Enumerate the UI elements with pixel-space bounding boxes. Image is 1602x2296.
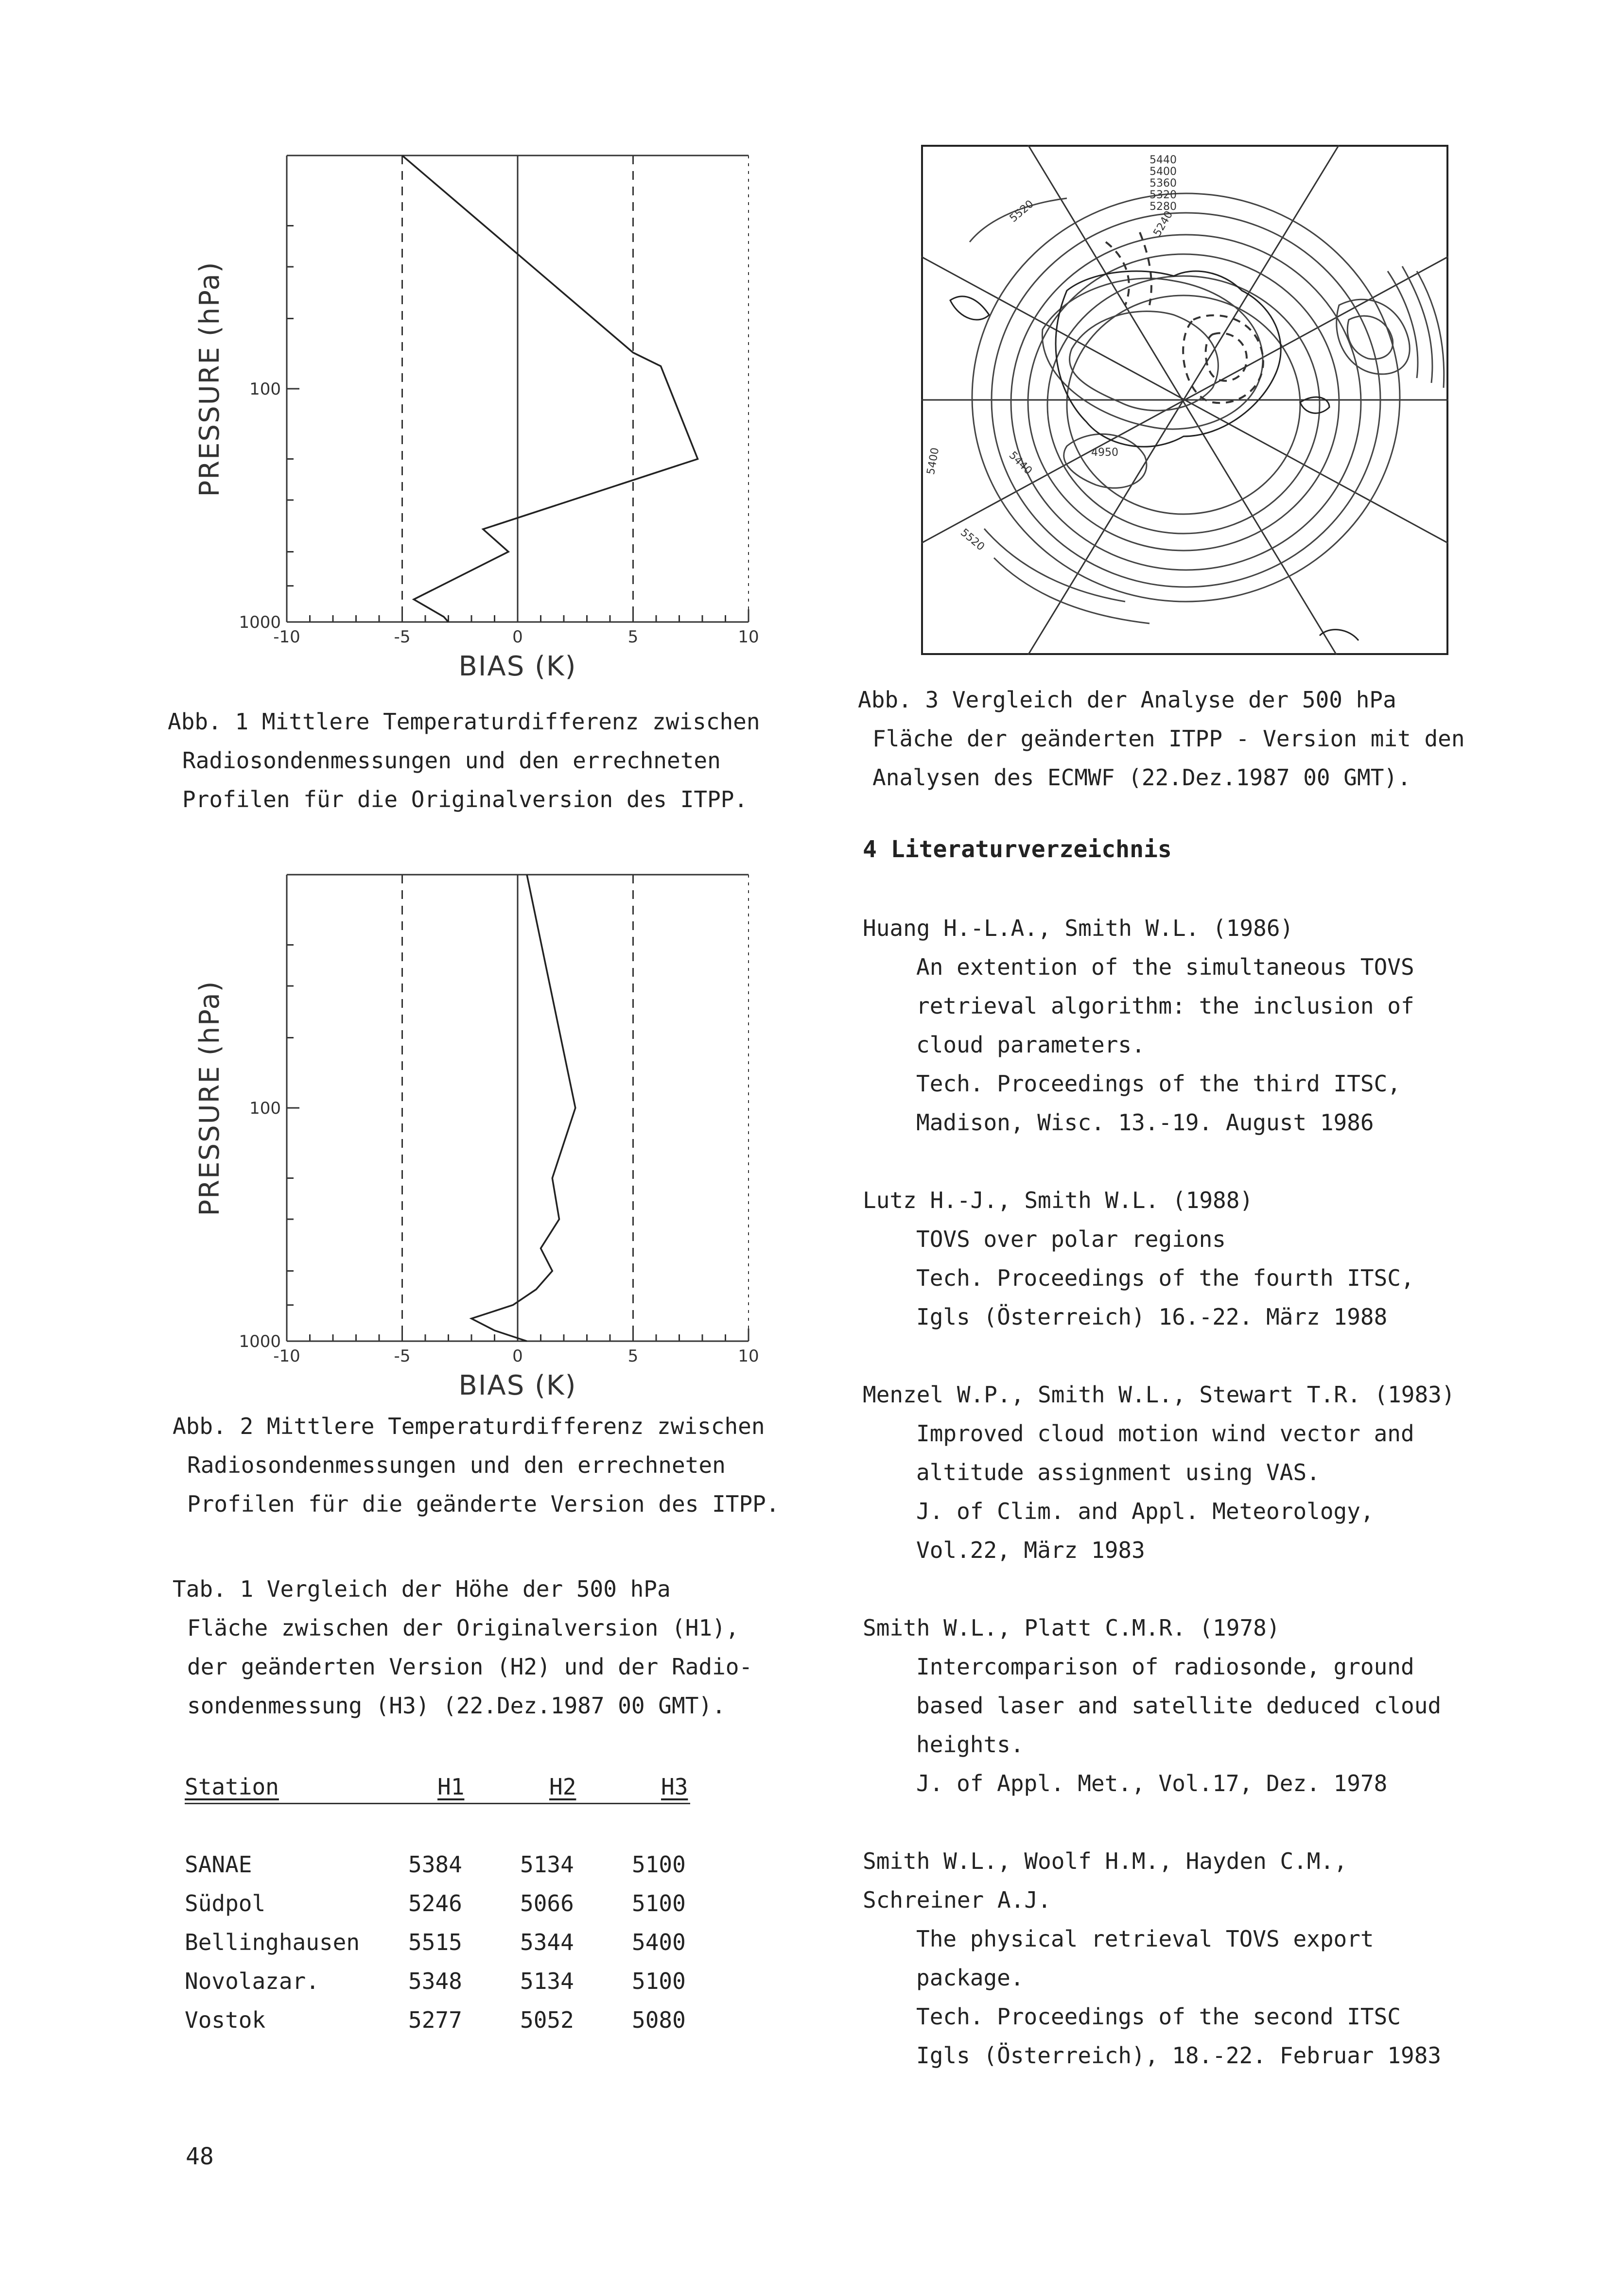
reference-line: Intercomparison of radiosonde, ground — [916, 1654, 1414, 1680]
height-cell: 5100 — [632, 1890, 686, 1916]
reference-author: Lutz H.-J., Smith W.L. (1988) — [863, 1187, 1254, 1213]
reference-item — [863, 1375, 1582, 1570]
height-cell: 5384 — [408, 1851, 462, 1878]
figure-3-caption-line-1: Abb. 3 Vergleich der Analyse der 500 hPa — [858, 687, 1396, 713]
height-cell: 5400 — [632, 1929, 686, 1955]
table-row — [185, 1929, 700, 1968]
x-tick-label: 10 — [738, 627, 759, 647]
x-axis-title: BIAS (K) — [458, 1370, 577, 1401]
bias-profile-line — [402, 155, 698, 622]
contour-label-6: 5280 — [1149, 201, 1177, 213]
contour-label-7: 5240 — [1151, 209, 1176, 239]
figure-1-caption-line-3: Profilen für die Originalversion des ITPP. — [182, 786, 748, 812]
y-axis-title: PRESSURE (hPa) — [194, 261, 226, 497]
y-tick-label: 1000 — [239, 1332, 281, 1351]
contour-label-9: 5400 — [924, 447, 942, 476]
contour-label-3: 5400 — [1149, 166, 1177, 178]
references-heading: 4 Literaturverzeichnis — [863, 836, 1172, 863]
reference-author: Smith W.L., Platt C.M.R. (1978) — [863, 1615, 1280, 1641]
height-cell: 5246 — [408, 1890, 462, 1916]
station-cell: SANAE — [185, 1851, 252, 1878]
reference-line: An extention of the simultaneous TOVS — [916, 954, 1414, 980]
contour-label-2: 5520 — [1007, 198, 1036, 225]
figure-2-caption-line-3: Profilen für die geänderte Version des ITPP. — [187, 1491, 780, 1517]
figure-2-plot — [175, 860, 787, 1414]
contour-label-8: 4950 — [1091, 447, 1118, 459]
reference-line: J. of Appl. Met., Vol.17, Dez. 1978 — [916, 1770, 1388, 1796]
x-tick-label: 5 — [627, 1347, 639, 1366]
reference-line: heights. — [916, 1731, 1024, 1758]
height-cell: 5344 — [520, 1929, 574, 1955]
figure-1-svg — [175, 141, 787, 695]
page-number: 48 — [186, 2143, 214, 2170]
reference-line: based laser and satellite deduced cloud — [916, 1692, 1442, 1719]
reference-author: Huang H.-L.A., Smith W.L. (1986) — [863, 915, 1294, 941]
station-cell: Bellinghausen — [185, 1929, 360, 1955]
reference-item — [863, 1181, 1582, 1336]
figure-1-caption-line-2: Radiosondenmessungen und den errechneten — [182, 747, 721, 774]
figure-1-caption-line-1: Abb. 1 Mittlere Temperaturdifferenz zwischen — [168, 708, 760, 735]
height-cell: 5100 — [632, 1968, 686, 1994]
x-tick-label: 0 — [512, 627, 523, 647]
height-cell: 5080 — [632, 2007, 686, 2033]
header-h1: H1 — [437, 1774, 465, 1800]
table-1-caption-line-2: Fläche zwischen der Originalversion (H1), — [187, 1615, 739, 1641]
reference-item — [863, 1842, 1582, 2075]
height-cell: 5066 — [520, 1890, 574, 1916]
figure-3-svg — [921, 145, 1448, 655]
header-station: Station — [185, 1774, 279, 1800]
map-graticule — [921, 145, 1448, 655]
table-1-caption-line-4: sondenmessung (H3) (22.Dez.1987 00 GMT). — [187, 1692, 726, 1719]
map-dashed-contours — [1106, 232, 1263, 403]
map-labels — [925, 154, 1177, 553]
header-underline — [185, 1803, 690, 1804]
figure-3-caption — [858, 680, 1465, 797]
height-cell: 5348 — [408, 1968, 462, 1994]
y-tick-label: 100 — [249, 380, 281, 399]
reference-line: retrieval algorithm: the inclusion of — [916, 993, 1414, 1019]
figure-1-caption — [168, 702, 760, 819]
x-tick-label: 5 — [627, 627, 639, 647]
figure-2-caption-line-1: Abb. 2 Mittlere Temperaturdifferenz zwischen — [173, 1413, 765, 1439]
station-cell: Südpol — [185, 1890, 266, 1916]
x-tick-label: 0 — [512, 1347, 523, 1366]
table-row — [185, 1968, 700, 2007]
contour-label-4: 5360 — [1149, 177, 1177, 190]
height-cell: 5052 — [520, 2007, 574, 2033]
figure-3-caption-line-2: Fläche der geänderten ITPP - Version mit den — [872, 725, 1465, 752]
x-axis-title: BIAS (K) — [458, 651, 577, 682]
figure-1-plot — [175, 141, 787, 695]
reference-line: Igls (Österreich) 16.-22. März 1988 — [916, 1304, 1388, 1330]
table-header — [185, 1774, 700, 1808]
references-list — [863, 909, 1582, 2075]
reference-line: The physical retrieval TOVS export — [916, 1926, 1374, 1952]
x-tick-label: -5 — [394, 627, 411, 647]
reference-line: Vol.22, März 1983 — [916, 1537, 1145, 1563]
table-1-caption — [173, 1570, 752, 1725]
figure-2-caption — [173, 1407, 780, 1523]
y-axis-title: PRESSURE (hPa) — [194, 980, 226, 1216]
reference-line: Tech. Proceedings of the fourth ITSC, — [916, 1265, 1414, 1291]
reference-author: Schreiner A.J. — [863, 1887, 1051, 1913]
map-contours — [970, 193, 1444, 623]
reference-line: Madison, Wisc. 13.-19. August 1986 — [916, 1109, 1374, 1136]
reference-author: Smith W.L., Woolf H.M., Hayden C.M., — [863, 1848, 1347, 1874]
height-cell: 5134 — [520, 1968, 574, 1994]
reference-line: package. — [916, 1965, 1024, 1991]
table-1 — [185, 1774, 700, 2046]
reference-line: Tech. Proceedings of the second ITSC — [916, 2003, 1401, 2030]
reference-line: J. of Clim. and Appl. Meteorology, — [916, 1498, 1374, 1524]
station-cell: Vostok — [185, 2007, 266, 2033]
x-tick-label: -10 — [273, 627, 300, 647]
x-tick-label: -10 — [273, 1347, 300, 1366]
table-row — [185, 2007, 700, 2046]
table-body — [185, 1851, 700, 2046]
contour-label-1: 5440 — [1149, 154, 1177, 166]
height-cell: 5515 — [408, 1929, 462, 1955]
figure-3-caption-line-3: Analysen des ECMWF (22.Dez.1987 00 GMT). — [872, 764, 1411, 791]
height-cell: 5134 — [520, 1851, 574, 1878]
table-1-caption-line-1: Tab. 1 Vergleich der Höhe der 500 hPa — [173, 1576, 671, 1602]
header-h3: H3 — [661, 1774, 688, 1800]
bias-profile-line — [471, 875, 575, 1341]
figure-2-svg — [175, 860, 787, 1414]
table-row — [185, 1851, 700, 1890]
y-tick-label: 100 — [249, 1099, 281, 1118]
figure-3-map — [921, 145, 1448, 655]
reference-author: Menzel W.P., Smith W.L., Stewart T.R. (1983) — [863, 1381, 1455, 1408]
reference-item — [863, 909, 1582, 1142]
x-tick-label: -5 — [394, 1347, 411, 1366]
height-cell: 5100 — [632, 1851, 686, 1878]
reference-line: Improved cloud motion wind vector and — [916, 1420, 1414, 1447]
contour-label-11: 5520 — [958, 526, 987, 553]
station-cell: Novolazar. — [185, 1968, 319, 1994]
header-h2: H2 — [549, 1774, 576, 1800]
contour-label-5: 5320 — [1149, 189, 1177, 201]
x-tick-label: 10 — [738, 1347, 759, 1366]
reference-line: Tech. Proceedings of the third ITSC, — [916, 1070, 1401, 1097]
figure-2-caption-line-2: Radiosondenmessungen und den errechneten — [187, 1452, 726, 1478]
table-1-caption-line-3: der geänderten Version (H2) und der Radio- — [187, 1654, 753, 1680]
height-cell: 5277 — [408, 2007, 462, 2033]
table-row — [185, 1890, 700, 1929]
reference-line: Igls (Österreich), 18.-22. Februar 1983 — [916, 2042, 1442, 2069]
reference-line: TOVS over polar regions — [916, 1226, 1226, 1252]
reference-line: altitude assignment using VAS. — [916, 1459, 1320, 1485]
reference-line: cloud parameters. — [916, 1032, 1145, 1058]
y-tick-label: 1000 — [239, 613, 281, 632]
reference-item — [863, 1608, 1582, 1803]
contour-label-10: 5440 — [1006, 449, 1035, 477]
